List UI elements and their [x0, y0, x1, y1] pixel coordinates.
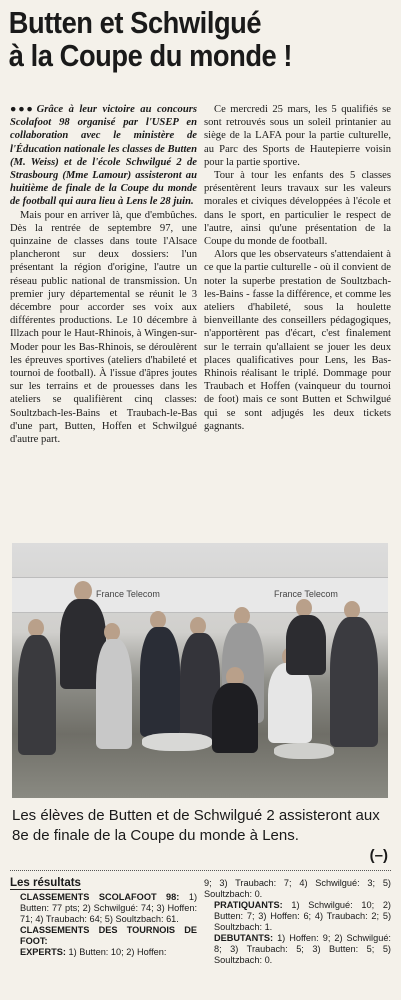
person	[268, 663, 312, 743]
results-label: PRATIQUANTS:	[214, 900, 283, 910]
results-entry	[10, 947, 197, 958]
headline-line-2: à la Coupe du monde !	[8, 38, 293, 73]
paragraph: Tour à tour les enfants des 5 classes présentèrent leurs travaux sur les valeurs morales et civiques développées à l'école et dans le sport, en particulier le respect de l'autre, ainsi qu'une présentation de la Coupe du monde de football.	[204, 170, 391, 248]
results-text: 1) Butten: 10; 2) Hoffen:	[68, 947, 167, 957]
person	[286, 615, 326, 675]
divider	[10, 870, 391, 871]
paragraph: Ce mercredi 25 mars, les 5 qualifiés se sont retrouvés sous un soleil printanier au siège de la LAFA pour la partie culturelle, au Parc des Sports de Hautepierre voisin pour la partie sportive.	[204, 104, 391, 168]
article-column-left	[10, 103, 197, 535]
results-column-left	[10, 878, 197, 998]
lead-paragraph	[10, 103, 197, 209]
results-label: CLASSEMENTS DES TOURNOIS DE FOOT:	[20, 925, 197, 946]
team-photo	[12, 543, 388, 798]
bullet-marks: ●●●	[10, 104, 35, 115]
bags-on-ground	[274, 743, 334, 759]
person	[140, 627, 180, 737]
results-text: 9; 3) Traubach: 7; 4) Schwilgué: 3; 5) Soultzbach: 0.	[204, 878, 391, 899]
sponsor-label: France Telecom	[96, 589, 160, 599]
results-entry	[10, 892, 197, 925]
lead-text: Grâce à leur victoire au concours Scolafoot 98 organisé par l'USEP en collaboration avec le ministère de l'Éducation nationale les classes de Butten (M. Weiss) et de l'école Schwilgué 2 de Strasbourg (Mme Lamour) assisteront au huitième de finale de la Coupe du monde de football qui aura lieu à Lens le 28 juin.	[10, 104, 197, 208]
person	[96, 639, 132, 749]
paragraph: Mais pour en arriver là, que d'embûches. Dès la rentrée de septembre 97, une quinzaine de classes dans toute l'Alsace plancheront sur deux dossiers: l'un présentant la région d'origine, l'autre un réseau public national de transmission. Un premier jury départemental se réunit le 3 décembre pour accorder ses voix aux différentes productions. Le 10 décembre à Illzach pour le Haut-Rhinois, à Wingen-sur-Moder pour les Bas-Rhinois, se déroulèrent les épreuves sportives (ateliers d'habileté et tournoi de football). À l'issue d'âpres joutes sur les terrains et de prouesses dans les ateliers se qualifièrent cinq classes: Soultzbach-les-Bains et Traubach-le-Bas d'une part, Butten, Hoffen et Schwilgué d'autre part.	[10, 209, 197, 446]
caption-signature: (–)	[369, 847, 388, 864]
results-entry	[204, 900, 391, 933]
article-body	[10, 103, 391, 535]
headline-line-1: Butten et Schwilgué	[8, 5, 262, 40]
results-label: CLASSEMENTS SCOLAFOOT 98:	[20, 892, 180, 902]
paragraph: Alors que les observateurs s'attendaient à ce que la partie culturelle - où il convient de noter la superbe prestation de Soultzbach-les-Bains - fasse la différence, et comme les ateliers d'habileté, sous la houlette bienveillante des conseillers pédagogiques, n'apportèrent pas d'écart, c'est finalement sur le terrain qu'allaient se jouer les deux places qualificatives pour Lens, les Bas-Rhinois réalisant le triplé. Dommage pour Traubach et Hoffen (vainqueur du tournoi de foot) mais ce sont Butten et Schwilgué qui se sont adjugés les deux tickets gagnants.	[204, 249, 391, 432]
person-head	[74, 581, 92, 601]
results-text: 1) Hoffen: 9; 2) Schwilgué: 8; 3) Traubach: 5; 3) Butten: 5; 5) Soultzbach: 0.	[214, 933, 391, 965]
results-text: 1) Schwilgué: 10; 2) Butten: 7; 3) Hoffen: 6; 4) Traubach: 2; 5) Soultzbach: 1.	[214, 900, 391, 932]
results-text: 1) Butten: 77 pts; 2) Schwilgué: 74; 3) Hoffen: 71; 4) Traubach: 64; 5) Soultzbach: 61.	[20, 892, 197, 924]
person	[18, 635, 56, 755]
photo-caption	[12, 806, 388, 866]
article-column-right	[204, 103, 391, 535]
headline	[0, 0, 396, 72]
results-column-right	[204, 878, 391, 998]
results-box	[10, 878, 391, 998]
results-title: Les résultats	[10, 877, 81, 889]
sponsor-label: France Telecom	[274, 589, 338, 599]
caption-text: Les élèves de Butten et de Schwilgué 2 assisteront aux 8e de finale de la Coupe du monde à Lens.	[12, 807, 380, 844]
results-entry	[204, 933, 391, 966]
results-entry	[204, 878, 391, 900]
person	[330, 617, 378, 747]
results-label: DEBUTANTS:	[214, 933, 274, 943]
results-label: EXPERTS:	[20, 947, 66, 957]
results-entry	[10, 925, 197, 947]
person	[212, 683, 258, 753]
bags-on-ground	[142, 733, 212, 751]
